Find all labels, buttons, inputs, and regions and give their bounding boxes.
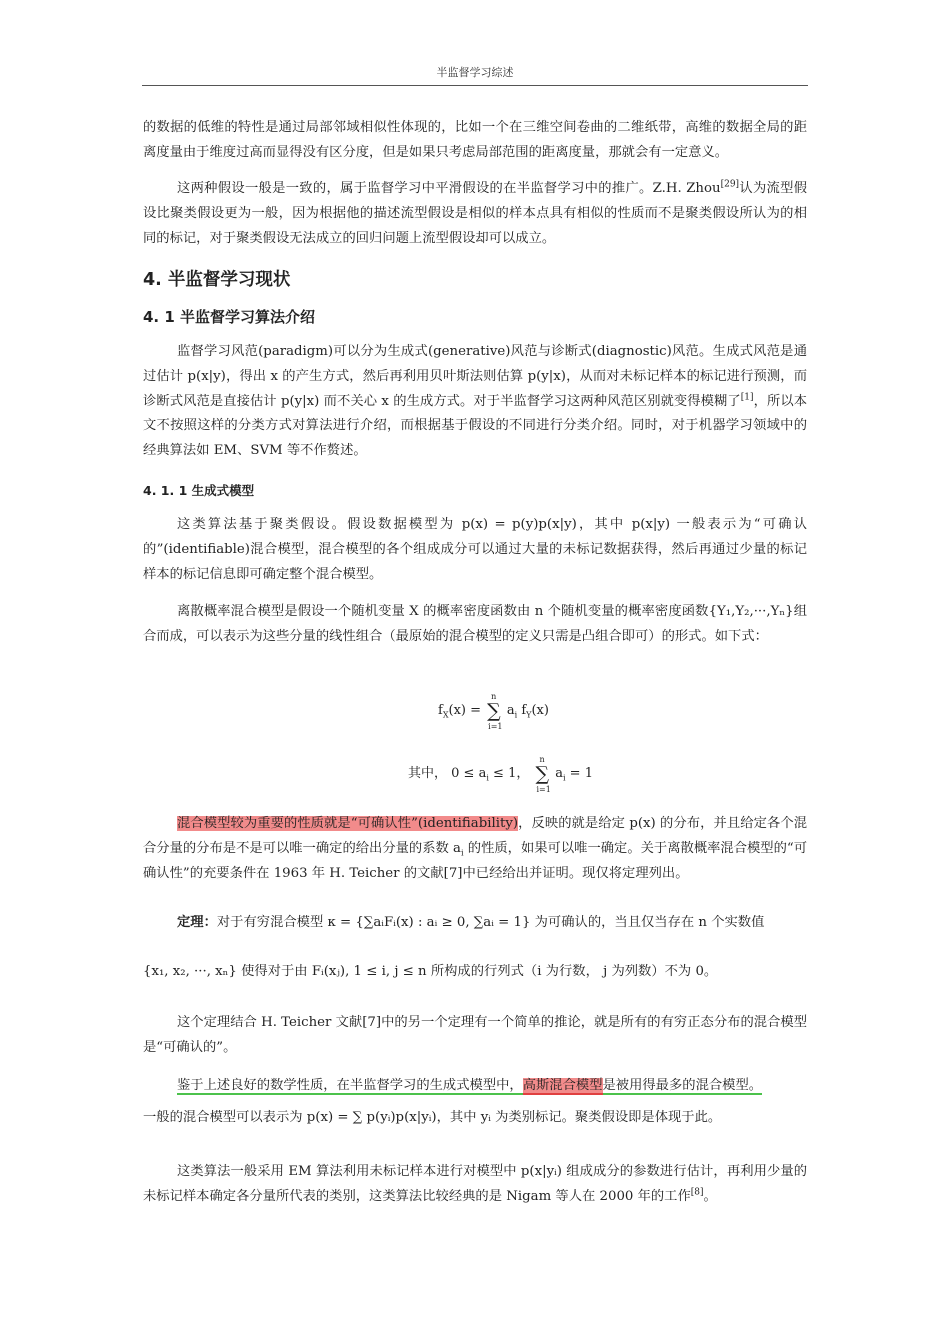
theorem-condition: {x₁, x₂, ···, xₙ} 使得对于由 Fᵢ(xⱼ), 1 ≤ i, j ≤ n 所构成的行列式（i 为行数， j 为列数）不为 0。 bbox=[143, 964, 718, 979]
paragraph-assumptions: 这两种假设一般是一致的，属于监督学习中平滑假设的在半监督学习中的推广。Z.H. Zhou[29]认为流型假设比聚类假设更为一般，因为根据他的描述流型假设是相似的样本点具有相似的性质而不是聚类假设所认为的相同的标记，对于聚类假设无法成立的回归问题上流型假设却可以成立。 bbox=[143, 179, 808, 246]
paragraph-manifold-intro: 的数据的低维的特性是通过局部邻域相似性体现的，比如一个在三维空间卷曲的二维纸带，高维的数据全局的距离度量由于维度过高而显得没有区分度，但是如果只考虑局部范围的距离度量，那就会有一定意义。 bbox=[143, 120, 807, 160]
theorem-statement: 定理：对于有穷混合模型 κ = {∑aᵢFᵢ(x) : aᵢ ≥ 0, ∑aᵢ = 1} 为可确认的，当且仅当存在 n 个实数值 bbox=[177, 915, 765, 930]
paragraph-identifiability: 混合模型较为重要的性质就是“可确认性”(identifiability)，反映的就是给定 p(x) 的分布，并且给定各个混合分量的分布是不是可以唯一确定的给出分量的系数 $a_i$ 的性质，如果可以唯一确定。关于离散概率混合模型的“可确认性”的充要条件在 1963 年 H. Teicher 的文献[7]中已经给出并证明。现仅将定理列出。 bbox=[143, 816, 807, 881]
paragraph-gaussian bbox=[143, 1074, 807, 1099]
citation-8[interactable]: [8] bbox=[690, 1187, 704, 1198]
section-4-1-heading: 4. 1 半监督学习算法介绍 bbox=[143, 308, 316, 326]
paragraph-mixture-def: 离散概率混合模型是假设一个随机变量 X 的概率密度函数由 n 个随机变量的概率密度函数{Y₁,Y₂,···,Yₙ}组合而成，可以表示为这些分量的线性组合（最原始的混合模型的定义只需是凸组合即可）的形式。如下式： bbox=[143, 604, 808, 644]
section-4-1-1-heading: 4. 1. 1 生成式模型 bbox=[143, 483, 255, 498]
paragraph-generative: 这类算法基于聚类假设。假设数据模型为 p(x) = p(y)p(x|y)，其中 p(x|y) 一般表示为“可确认的”(identifiable)混合模型，混合模型的各个组成成分可以通过大量的未标记数据获得，然后再通过少量的标记样本的标记信息即可确定整个混合模型。 bbox=[143, 517, 807, 582]
set-y: {Y₁,Y₂,···,Yₙ} bbox=[708, 604, 794, 619]
paragraph-general-mixture: 一般的混合模型可以表示为 p(x) = ∑ p(yᵢ)p(x|yᵢ)，其中 yᵢ 为类别标记。聚类假设即是体现于此。 bbox=[143, 1110, 722, 1125]
paragraph-paradigm: 监督学习风范(paradigm)可以分为生成式(generative)风范与诊断式(diagnostic)风范。生成式风范是通过估计 p(x|y)，得出 x 的产生方式，然后再利用贝叶斯法则估算 p(y|x)，从而对未标记样本的标记进行预测，而诊断式风范是直接估计 p(y|x) 而不关心 x 的生成方式。对于半监督学习这两种风范区别就变得模糊了[1]，所以本文不按照这样的分类方式对算法进行介绍，而根据基于假设的不同进行分类介绍。同时，对于机器学习领域中的经典算法如 EM、SVM 等不作赘述。 bbox=[143, 344, 807, 459]
section-4-heading: 4. 半监督学习现状 bbox=[143, 270, 291, 290]
paragraph-corollary: 这个定理结合 H. Teicher 文献[7]中的另一个定理有一个简单的推论，就是所有的有穷正态分布的混合模型是“可确认的”。 bbox=[143, 1015, 807, 1055]
theorem-label: 定理： bbox=[177, 915, 217, 930]
sum-symbol: ∑ n i=1 bbox=[487, 692, 503, 731]
sum-symbol: ∑ n i=1 bbox=[535, 755, 551, 794]
citation-1[interactable]: [1] bbox=[740, 392, 754, 403]
equation-constraints: 其中， $0 \le a_i \le 1$， ∑ n i=1 $a_i = 1$ bbox=[408, 755, 593, 794]
equation-mixture: $f_X(x)$ = ∑ n i=1 $a_i$ $f_Y(x)$ bbox=[438, 692, 549, 731]
set-x: {x₁, x₂, ···, xₙ} bbox=[143, 964, 237, 979]
paragraph-em: 这类算法一般采用 EM 算法利用未标记样本进行对模型中 p(x|yᵢ) 组成成分的参数进行估计，再利用少量的未标记样本确定各分量所代表的类别，这类算法比较经典的是 Nigam 等人在 2000 年的工作[8]。 bbox=[143, 1164, 807, 1204]
citation-29[interactable]: [29] bbox=[720, 179, 740, 190]
highlight-identifiability[interactable]: 混合模型较为重要的性质就是“可确认性”(identifiability) bbox=[177, 816, 519, 831]
highlight-gaussian-mixture[interactable]: 高斯混合模型 bbox=[522, 1078, 603, 1093]
running-header: 半监督学习综述 bbox=[142, 64, 808, 86]
underline-green[interactable]: 鉴于上述良好的数学性质，在半监督学习的生成式模型中，高斯混合模型是被用得最多的混合模型。 bbox=[177, 1078, 763, 1093]
